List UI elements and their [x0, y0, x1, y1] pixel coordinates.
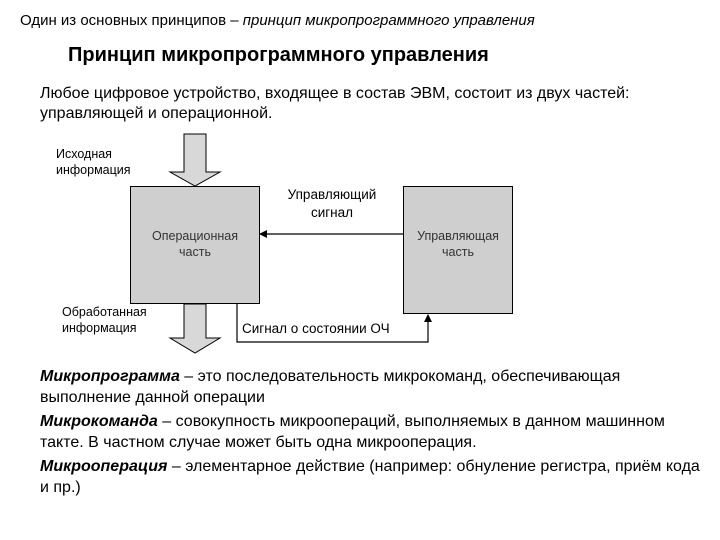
definition-term: Микрооперация: [40, 458, 168, 475]
definition-text: – совокупность микроопераций, выполняемых в данном машинном такте. В частном случае может быть одна микрооперация.: [40, 413, 665, 451]
definition-item: [40, 411, 700, 453]
output-info-label: Обработанная информация: [62, 305, 147, 335]
intro-paragraph: Любое цифровое устройство, входящее в состав ЭВМ, состоит из двух частей: управляющей и операционной.: [40, 85, 630, 122]
status-signal-label: Сигнал о состоянии ОЧ: [242, 321, 390, 336]
input-info-label: Исходная информация: [56, 147, 131, 177]
definition-term: Микропрограмма: [40, 368, 180, 385]
operational-part-label: Операционная часть: [152, 229, 238, 259]
definition-item: [40, 456, 700, 498]
input-arrow: [170, 134, 220, 186]
page-title: Принцип микропрограммного управления: [68, 44, 489, 66]
definitions-list: [40, 366, 700, 501]
control-part-label: Управляющая часть: [417, 229, 499, 259]
definition-item: [40, 366, 700, 408]
definition-term: Микрокоманда: [40, 413, 158, 430]
top-title-italic: принцип микропрограммного управления: [242, 12, 535, 29]
definition-text: – элементарное действие (например: обнуление регистра, приём кода и пр.): [40, 458, 700, 496]
definition-text: – это последовательность микрокоманд, обеспечивающая выполнение данной операции: [40, 368, 621, 406]
top-title-plain: Один из основных принципов –: [20, 12, 243, 29]
control-signal-label: Управляющий сигнал: [287, 187, 377, 220]
output-arrow: [170, 304, 220, 353]
